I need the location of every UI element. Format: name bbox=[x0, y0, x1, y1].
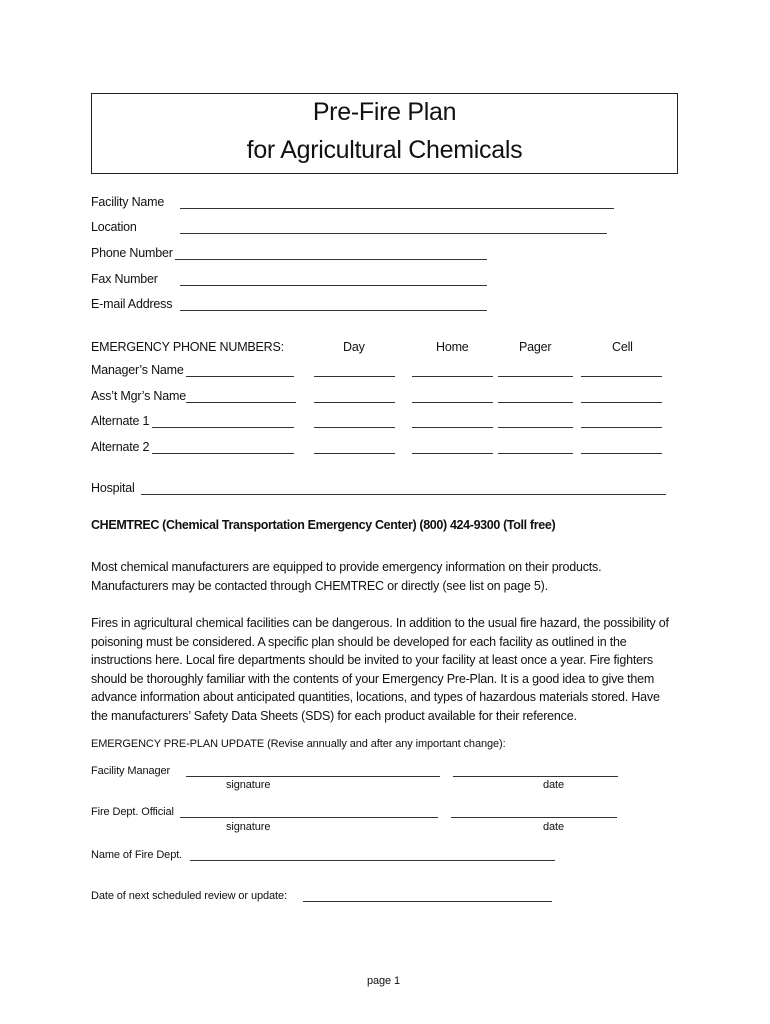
page-title: Pre-Fire Plan bbox=[312, 98, 457, 126]
chemtrec-line: CHEMTREC (Chemical Transportation Emergency Center) (800) 424-9300 (Toll free) bbox=[91, 518, 556, 532]
alternate2-pager-field[interactable] bbox=[498, 453, 573, 454]
facility-manager-signature-caption: signature bbox=[226, 779, 271, 791]
manager-home-field[interactable] bbox=[412, 376, 493, 377]
page-number: page 1 bbox=[367, 975, 401, 987]
row-alternate1-label: Alternate 1 bbox=[91, 414, 150, 428]
email-field[interactable] bbox=[180, 310, 487, 311]
facility-name-label: Facility Name bbox=[91, 195, 165, 209]
hospital-label: Hospital bbox=[91, 481, 135, 495]
paragraph-manufacturers: Most chemical manufacturers are equipped to provide emergency information on their products. Manufacturers may be contacted through CHEMTREC or directly (see list on page 5). bbox=[91, 560, 602, 593]
row-alternate2-label: Alternate 2 bbox=[91, 440, 150, 454]
alternate1-day-field[interactable] bbox=[314, 427, 395, 428]
asst-manager-cell-field[interactable] bbox=[581, 402, 662, 403]
page-subtitle: for Agricultural Chemicals bbox=[246, 136, 523, 164]
row-manager-label: Manager’s Name bbox=[91, 363, 184, 377]
emergency-heading: EMERGENCY PHONE NUMBERS: bbox=[91, 340, 284, 354]
facility-manager-date-caption: date bbox=[543, 779, 565, 791]
alternate1-home-field[interactable] bbox=[412, 427, 493, 428]
fire-official-signature-field[interactable] bbox=[180, 817, 438, 818]
asst-manager-pager-field[interactable] bbox=[498, 402, 573, 403]
alternate2-name-field[interactable] bbox=[152, 453, 294, 454]
title-box bbox=[91, 93, 678, 174]
manager-pager-field[interactable] bbox=[498, 376, 573, 377]
col-day: Day bbox=[343, 340, 365, 354]
email-label: E-mail Address bbox=[91, 297, 173, 311]
col-cell: Cell bbox=[612, 340, 633, 354]
alternate2-day-field[interactable] bbox=[314, 453, 395, 454]
alternate1-cell-field[interactable] bbox=[581, 427, 662, 428]
facility-name-field[interactable] bbox=[180, 208, 614, 209]
manager-cell-field[interactable] bbox=[581, 376, 662, 377]
next-review-field[interactable] bbox=[303, 901, 552, 902]
fire-official-date-caption: date bbox=[543, 821, 565, 833]
fire-official-date-field[interactable] bbox=[451, 817, 617, 818]
facility-manager-signature-field[interactable] bbox=[186, 776, 440, 777]
manager-name-field[interactable] bbox=[186, 376, 294, 377]
next-review-label: Date of next scheduled review or update: bbox=[91, 890, 287, 902]
col-home: Home bbox=[436, 340, 469, 354]
fax-number-label: Fax Number bbox=[91, 272, 158, 286]
phone-number-label: Phone Number bbox=[91, 246, 173, 260]
facility-manager-date-field[interactable] bbox=[453, 776, 618, 777]
asst-manager-name-field[interactable] bbox=[186, 402, 296, 403]
hospital-field[interactable] bbox=[141, 494, 666, 495]
location-field[interactable] bbox=[180, 233, 607, 234]
paragraph-fire-hazard: Fires in agricultural chemical facilities can be dangerous. In addition to the usual fire hazard, the possibility of poisoning must be considered. A specific plan should be developed for each facility as outlined in the instructions here. Local fire departments should be invited to your facility at least once a year. Fire fighters should be thoroughly familiar with the contents of your Emergency Pre-Plan. It is a good idea to give them advance information about anticipated quantities, locations, and types of hazardous materials stored. Have the manufacturers’ Safety Data Sheets (SDS) for each product available for their reference. bbox=[91, 616, 669, 723]
location-label: Location bbox=[91, 220, 137, 234]
manager-day-field[interactable] bbox=[314, 376, 395, 377]
asst-manager-day-field[interactable] bbox=[314, 402, 395, 403]
alternate1-name-field[interactable] bbox=[152, 427, 294, 428]
row-asst-manager-label: Ass’t Mgr’s Name bbox=[91, 389, 186, 403]
update-heading: EMERGENCY PRE-PLAN UPDATE (Revise annually and after any important change): bbox=[91, 738, 506, 750]
facility-manager-label: Facility Manager bbox=[91, 765, 171, 777]
fire-dept-name-field[interactable] bbox=[190, 860, 555, 861]
asst-manager-home-field[interactable] bbox=[412, 402, 493, 403]
alternate1-pager-field[interactable] bbox=[498, 427, 573, 428]
phone-number-field[interactable] bbox=[175, 259, 487, 260]
fire-dept-name-label: Name of Fire Dept. bbox=[91, 849, 183, 861]
alternate2-cell-field[interactable] bbox=[581, 453, 662, 454]
col-pager: Pager bbox=[519, 340, 552, 354]
fire-official-signature-caption: signature bbox=[226, 821, 271, 833]
fire-official-label: Fire Dept. Official bbox=[91, 806, 174, 818]
alternate2-home-field[interactable] bbox=[412, 453, 493, 454]
fax-number-field[interactable] bbox=[180, 285, 487, 286]
